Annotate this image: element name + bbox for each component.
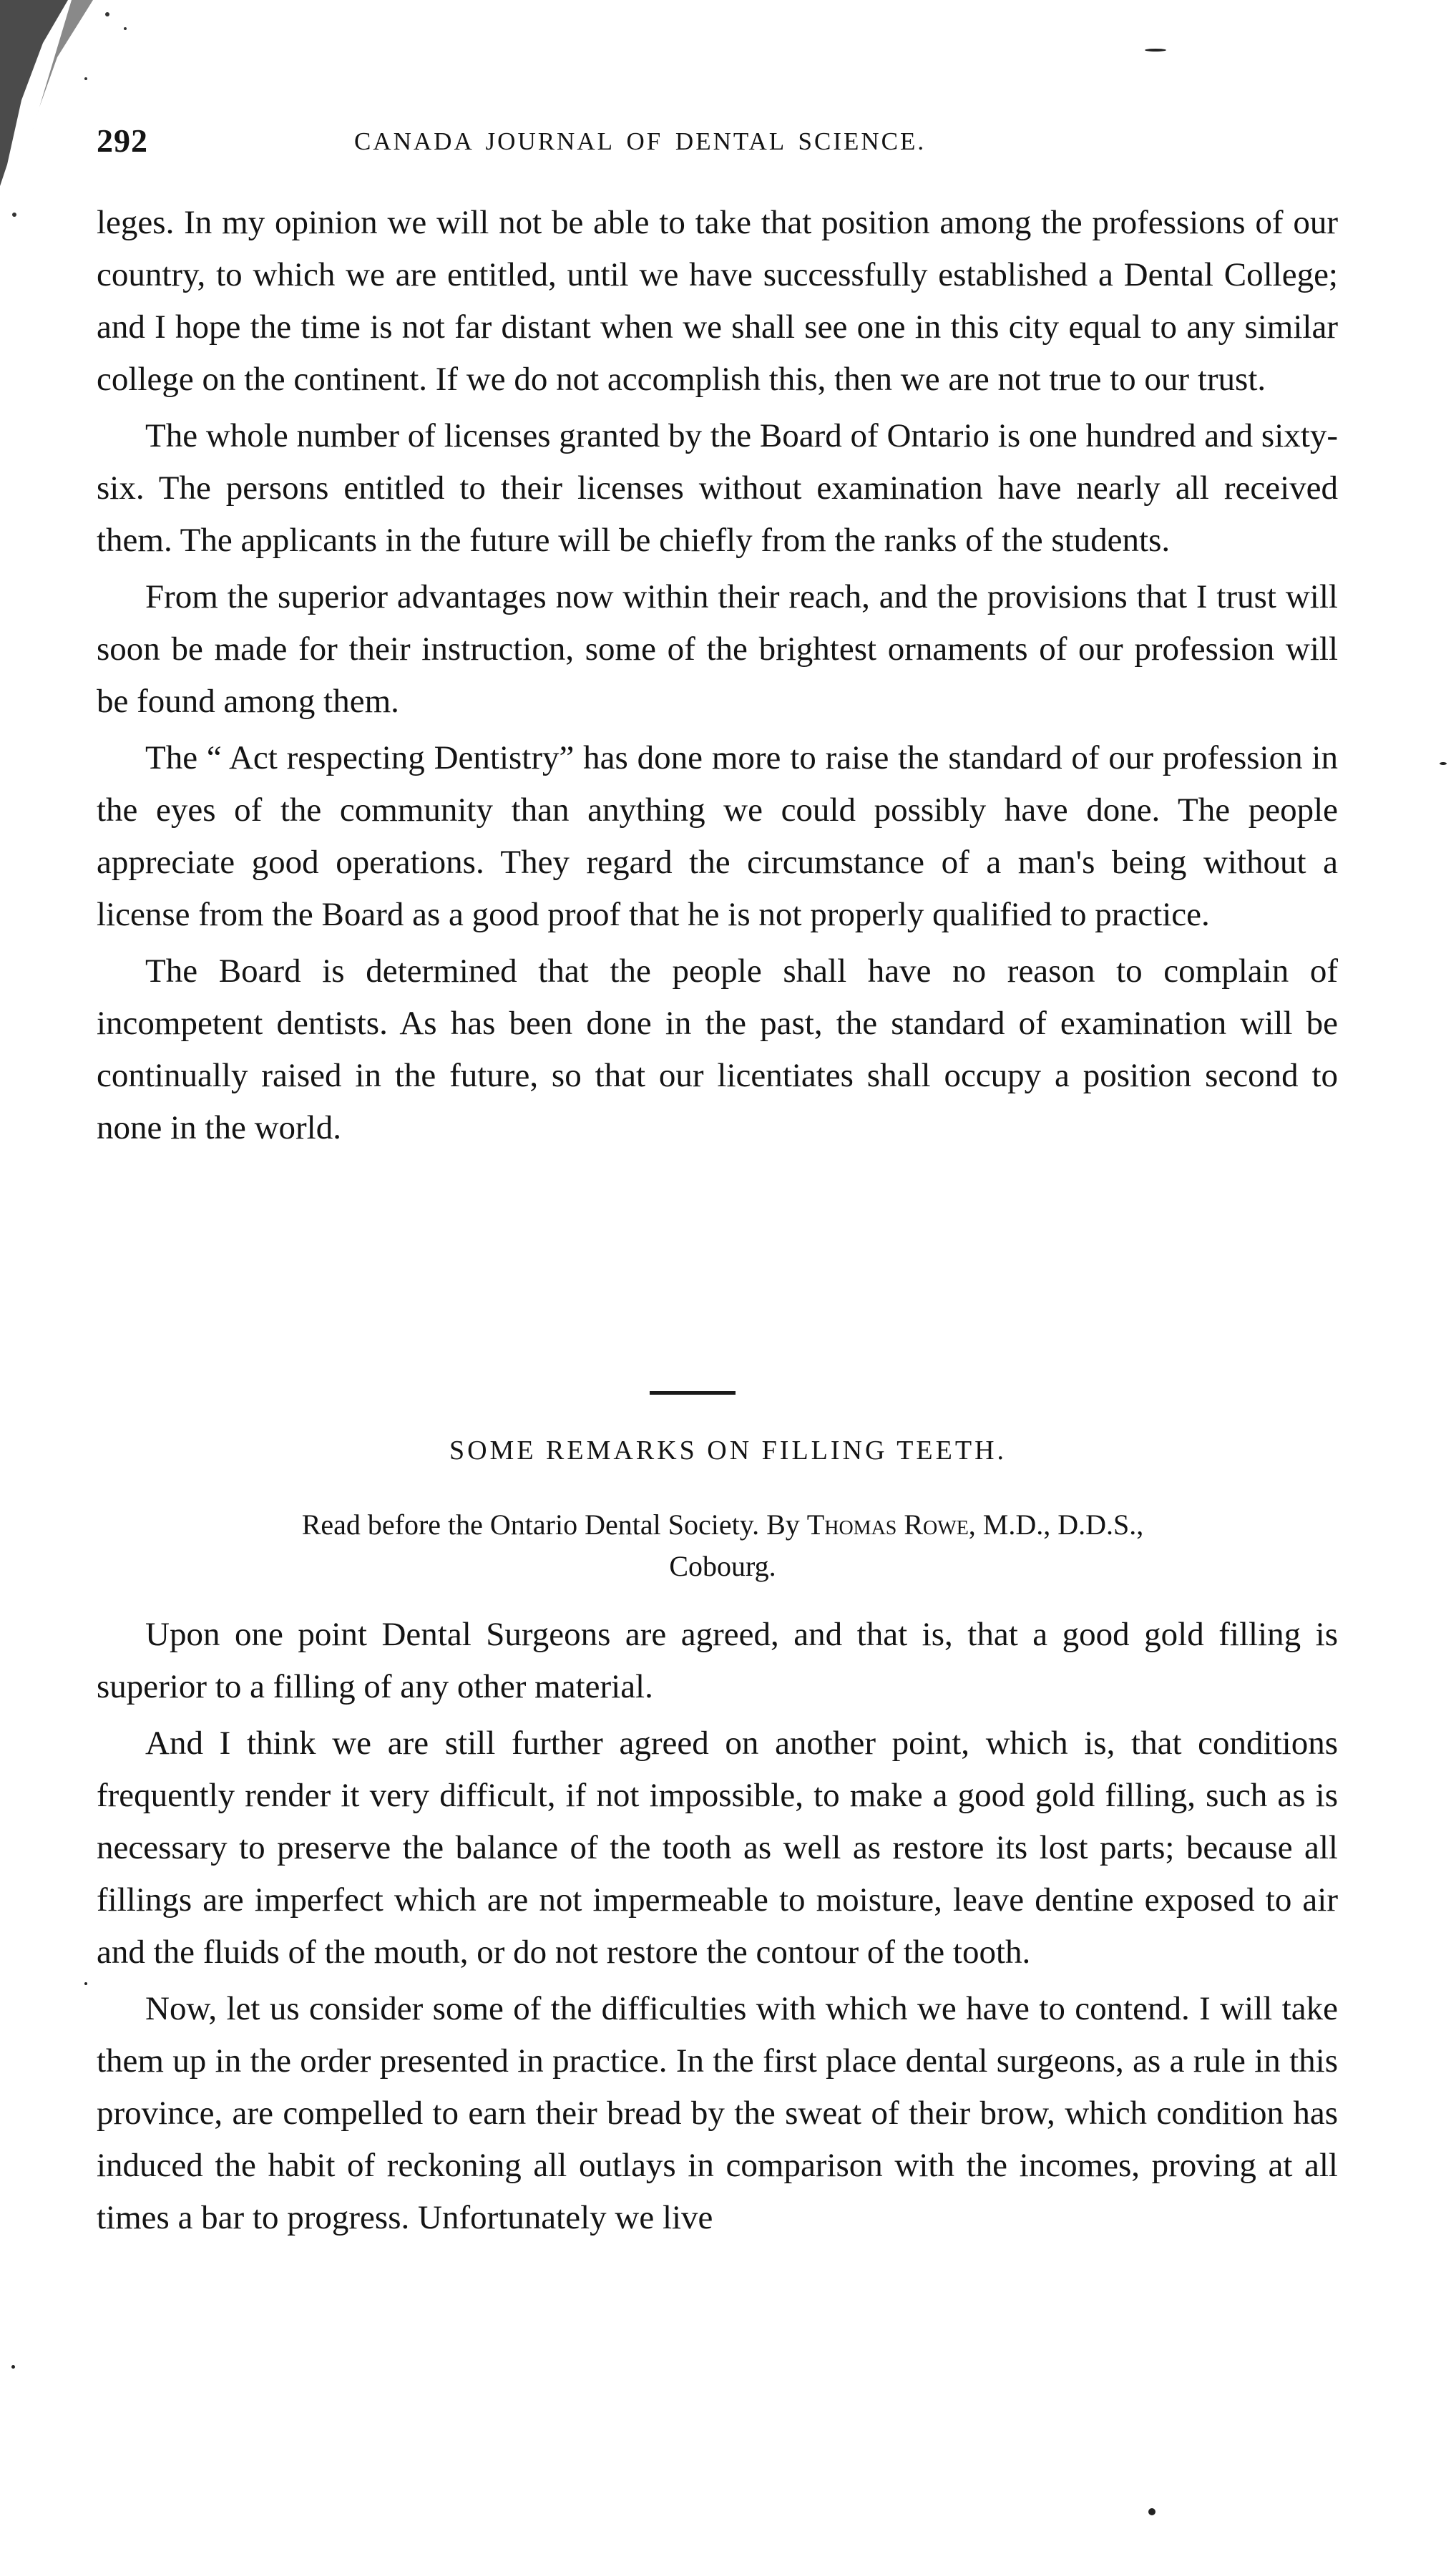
running-head: CANADA JOURNAL OF DENTAL SCIENCE. <box>354 127 927 155</box>
scan-speck <box>1145 49 1166 52</box>
author-name: Thomas Rowe <box>806 1508 969 1541</box>
paragraph: And I think we are still further agreed on another point, which is, that conditions frequently render it very difficult, if not impossible, to make a good gold filling, such as is necessary to preserve the balance of the tooth as well as restore its lost parts; because all fillings are imperfect which are not impermeable to moisture, leave dentine exposed to air and the fluids of the mouth, or do not restore the contour of the tooth. <box>97 1725 1338 1971</box>
article-title: SOME REMARKS ON FILLING TEETH. <box>449 1435 1007 1466</box>
author-credentials: , M.D., D.D.S., <box>968 1508 1144 1541</box>
continued-article-body <box>97 197 1338 1159</box>
paragraph: The whole number of licenses granted by the Board of Ontario is one hundred and sixty-six. The persons entitled to their licenses without examination have nearly all received them. The applicants in the future will be chiefly from the ranks of the students. <box>97 417 1338 559</box>
scan-speck <box>1148 2508 1155 2515</box>
article-byline <box>107 1504 1338 1587</box>
paragraph: Now, let us consider some of the difficulties with which we have to contend. I will take them up in the order presented in practice. In the first place dental surgeons, as a rule in this province, are compelled to earn their bread by the sweat of their brow, which condition has induced the habit of reckoning all outlays in comparison with the incomes, proving at all times a bar to progress. Unfortunately we live <box>97 1990 1338 2236</box>
page-number: 292 <box>97 122 148 159</box>
scan-speck <box>11 2365 15 2369</box>
author-location: Cobourg. <box>669 1550 776 1582</box>
article-body <box>97 1609 1338 2248</box>
paragraph: From the superior advantages now within their reach, and the provisions that I trust will soon be made for their instruction, some of the brightest ornaments of our profession will be found among them. <box>97 578 1338 720</box>
paragraph: Upon one point Dental Surgeons are agreed, and that is, that a good gold filling is superior to a filling of any other material. <box>97 1616 1338 1705</box>
scan-speck <box>1440 762 1447 765</box>
paragraph: The “ Act respecting Dentistry” has done more to raise the standard of our profession in the eyes of the community than anything we could possibly have done. The people appreciate good operations. They regard the circumstance of a man's being without a license from the Board as a good proof that he is not properly qualified to practice. <box>97 739 1338 933</box>
page-header <box>97 122 1342 165</box>
byline-intro: Read before the Ontario Dental Society. By <box>301 1508 807 1541</box>
paragraph: The Board is determined that the people shall have no reason to complain of incompetent dentists. As has been done in the past, the standard of examination will be continually raised in the future, so that our licentiates shall occupy a position second to none in the world. <box>97 952 1338 1146</box>
paragraph: leges. In my opinion we will not be able to take that position among the professions of our country, to which we are entitled, until we have successfully established a Dental College; and I hope the time is not far distant when we shall see one in this city equal to any similar college on the continent. If we do not accomplish this, then we are not true to our trust. <box>97 204 1338 398</box>
section-divider <box>650 1391 736 1395</box>
scan-speck <box>84 1982 87 1985</box>
